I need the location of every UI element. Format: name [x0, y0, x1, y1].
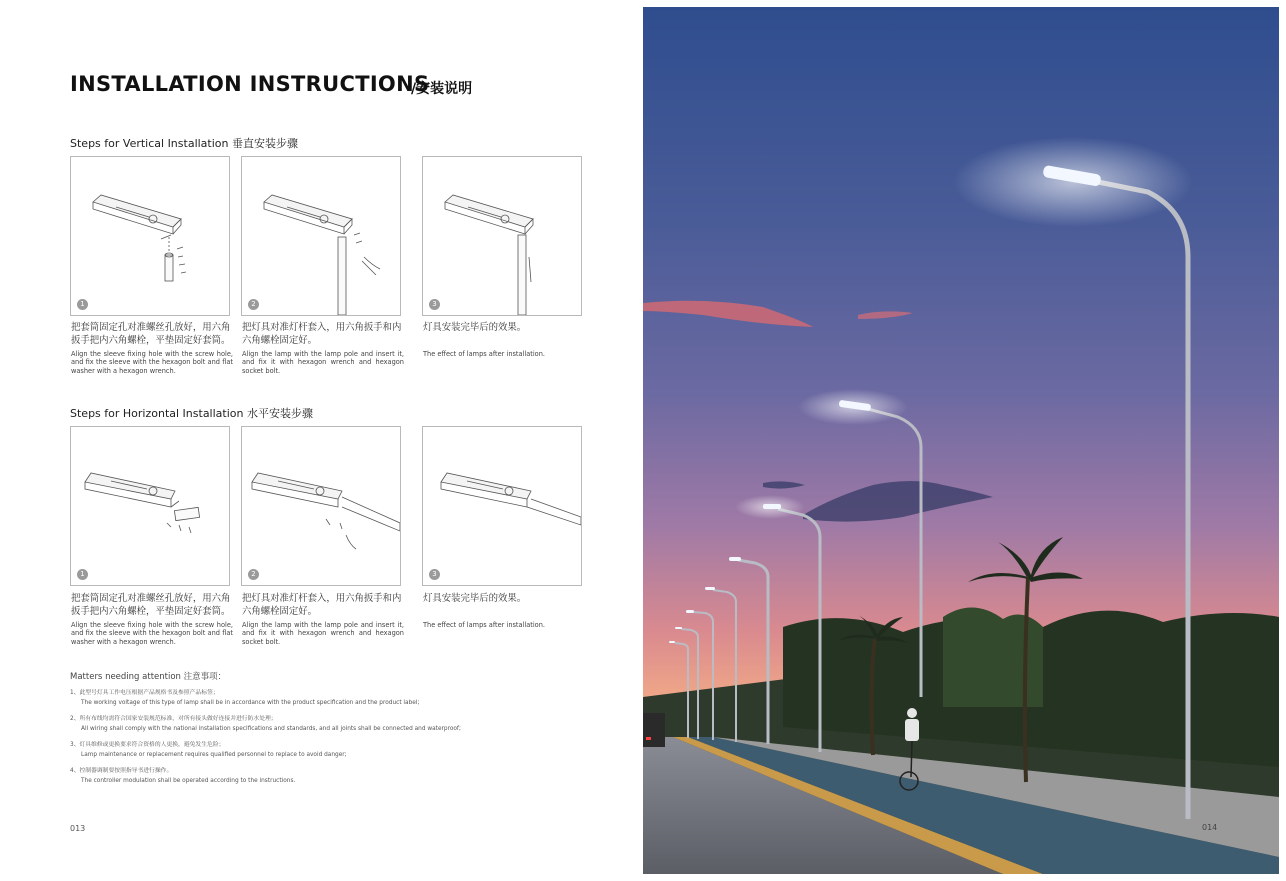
vertical-step-3-illustration	[422, 156, 582, 316]
horizontal-section-heading: Steps for Horizontal Installation 水平安装步骤	[70, 407, 313, 420]
attention-item: 3、灯具维修或更换要求符合资格的人更换，避免发生危险；	[70, 742, 225, 748]
step-number-badge: 2	[248, 569, 259, 580]
horizontal-step-1-caption-en: Align the sleeve fixing hole with the screw hole, and fix the sleeve with the hexagon bolt and flat washer with a hexagon wrench.	[71, 621, 233, 646]
vertical-step-1-caption-en: Align the sleeve fixing hole with the screw hole, and fix the sleeve with the hexagon bolt and flat washer with a hexagon wrench.	[71, 350, 233, 375]
attention-item: Lamp maintenance or replacement requires qualified personnel to replace to avoid danger;	[81, 752, 347, 758]
step-number-badge: 3	[429, 569, 440, 580]
page-title-cn: /安装说明	[411, 81, 473, 97]
page-number-right: 014	[1202, 823, 1218, 832]
step-number-badge: 1	[77, 299, 88, 310]
attention-item: The controller modulation shall be operated according to the instructions.	[81, 778, 296, 784]
attention-title: Matters needing attention 注意事项：	[70, 672, 227, 682]
vertical-step-3-caption-en: The effect of lamps after installation.	[423, 350, 545, 358]
horizontal-step-3-caption-cn: 灯具安装完毕后的效果。	[423, 593, 527, 604]
page-title: INSTALLATION INSTRUCTIONS	[70, 72, 430, 96]
vertical-step-2-illustration	[241, 156, 401, 316]
horizontal-step-1-caption-cn: 把套筒固定孔对准螺丝孔放好，用六角扳手把内六角螺栓，平垫固定好套筒。	[71, 593, 231, 617]
horizontal-step-2-caption-cn: 把灯具对准灯杆套入，用六角扳手和内六角螺栓固定好。	[242, 593, 402, 617]
attention-item: 2、所有布线均需符合国家安装规范标准，对所有接头做好连接并进行防水处理；	[70, 716, 277, 722]
attention-item: 4、控制器调制要按照指导书进行操作。	[70, 768, 173, 774]
attention-item: The working voltage of this type of lamp shall be in accordance with the product specification and the product label;	[81, 700, 420, 706]
horizontal-step-3-caption-en: The effect of lamps after installation.	[423, 621, 545, 629]
vertical-step-1-illustration	[70, 156, 230, 316]
horizontal-step-2-caption-en: Align the lamp with the lamp pole and insert it, and fix it with hexagon wrench and hexagon socket bolt.	[242, 621, 404, 646]
step-number-badge: 1	[77, 569, 88, 580]
vertical-step-2-caption-en: Align the lamp with the lamp pole and insert it, and fix it with hexagon wrench and hexagon socket bolt.	[242, 350, 404, 375]
step-number-badge: 2	[248, 299, 259, 310]
horizontal-step-2-illustration	[241, 426, 401, 586]
attention-item: All wiring shall comply with the national installation specifications and standards, and all joints shall be connected and waterproof;	[81, 726, 461, 732]
street-lights-photo	[643, 7, 1279, 874]
vertical-step-1-caption-cn: 把套筒固定孔对准螺丝孔放好，用六角扳手把内六角螺栓，平垫固定好套筒。	[71, 322, 231, 346]
page-number-left: 013	[70, 824, 86, 833]
horizontal-step-3-illustration	[422, 426, 582, 586]
vertical-step-2-caption-cn: 把灯具对准灯杆套入，用六角扳手和内六角螺栓固定好。	[242, 322, 402, 346]
vertical-section-heading: Steps for Vertical Installation 垂直安装步骤	[70, 137, 298, 150]
attention-item: 1、此型号灯具工作电压根据产品规格书及参照产品标签；	[70, 690, 219, 696]
horizontal-step-1-illustration	[70, 426, 230, 586]
vertical-step-3-caption-cn: 灯具安装完毕后的效果。	[423, 322, 527, 333]
step-number-badge: 3	[429, 299, 440, 310]
